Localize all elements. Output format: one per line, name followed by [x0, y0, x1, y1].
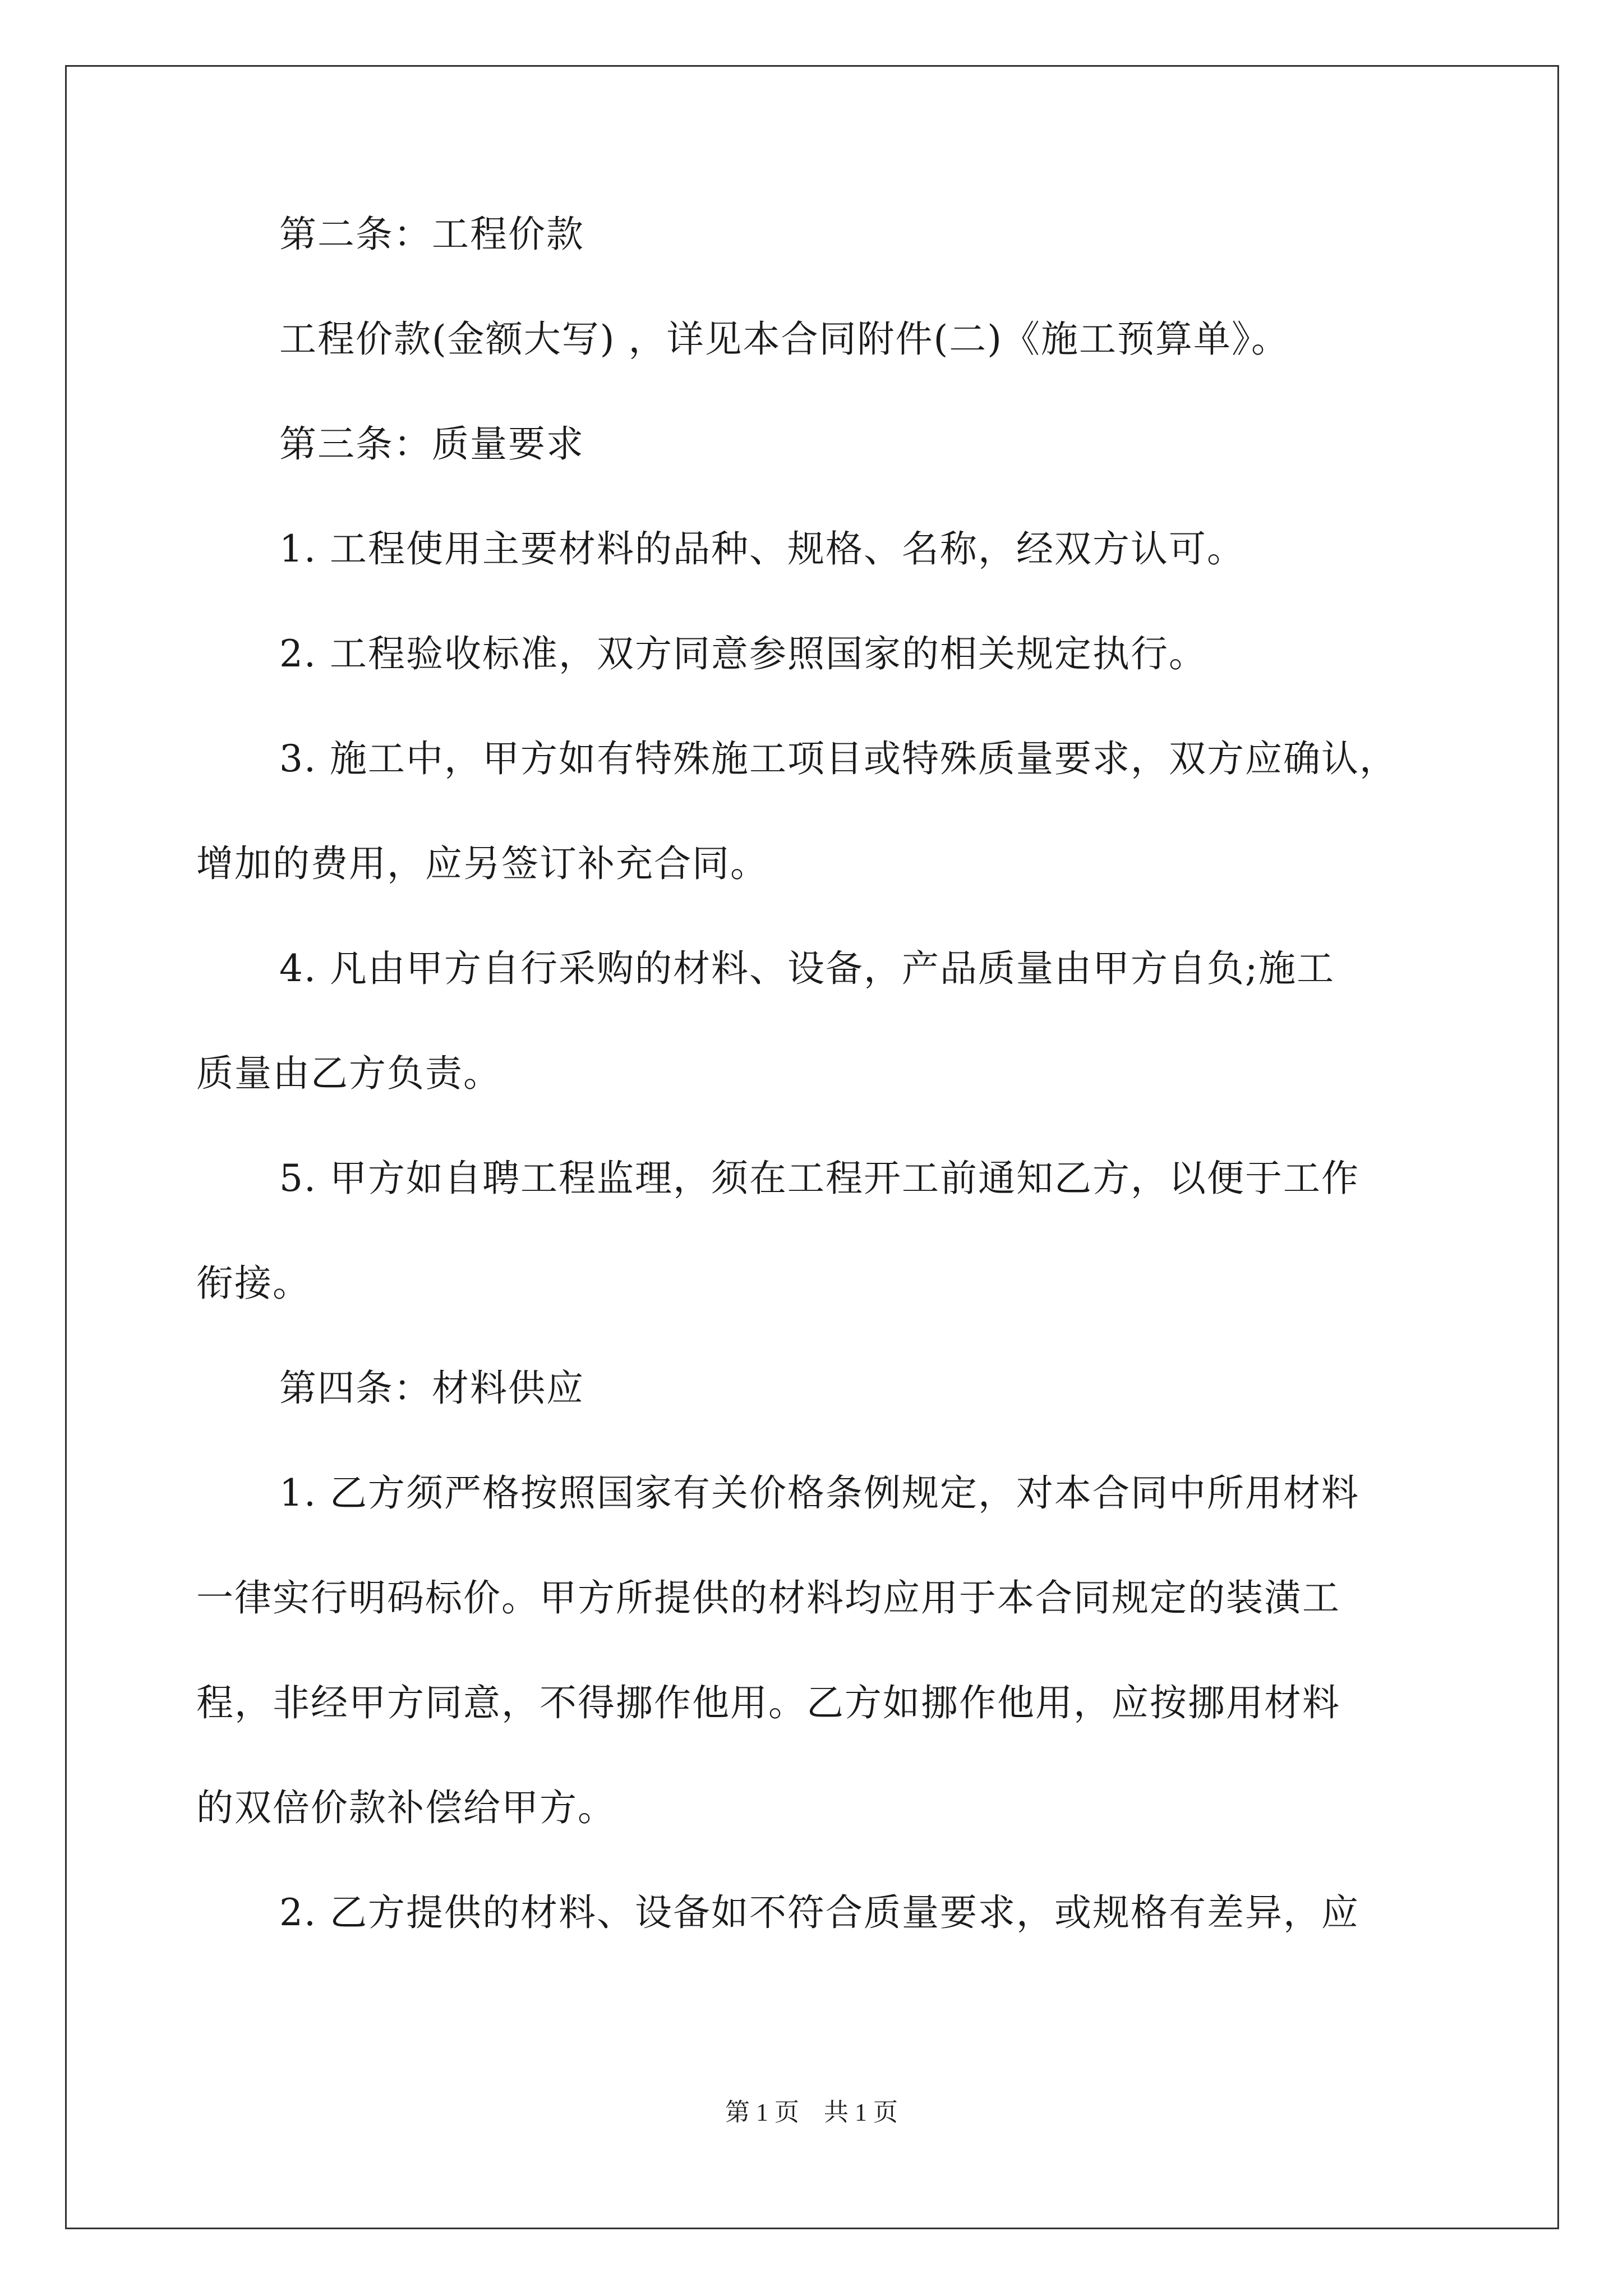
paragraph-line: 衔接。: [196, 1262, 311, 1305]
paragraph-line: 5. 甲方如自聘工程监理，须在工程开工前通知乙方，以便于工作: [279, 1157, 1359, 1200]
paragraph-line: 增加的费用，应另签订补充合同。: [196, 842, 768, 885]
paragraph-line: 1. 乙方须严格按照国家有关价格条例规定，对本合同中所用材料: [279, 1471, 1359, 1515]
paragraph-line: 一律实行明码标价。甲方所提供的材料均应用于本合同规定的装潢工: [196, 1576, 1340, 1619]
paragraph-line: 工程价款(金额大写) ，详见本合同附件(二)《施工预算单》。: [279, 318, 1289, 361]
paragraph-line: 质量由乙方负责。: [196, 1052, 501, 1095]
paragraph-line: 第四条：材料供应: [279, 1366, 584, 1410]
page-footer: 第 1 页 共 1 页: [725, 2099, 898, 2126]
paragraph-line: 第三条：质量要求: [279, 422, 584, 466]
paragraph-line: 第二条：工程价款: [279, 213, 584, 256]
paragraph-line: 2. 工程验收标准，双方同意参照国家的相关规定执行。: [279, 632, 1207, 675]
paragraph-line: 2. 乙方提供的材料、设备如不符合质量要求，或规格有差异，应: [279, 1891, 1359, 1934]
paragraph-line: 3. 施工中，甲方如有特殊施工项目或特殊质量要求，双方应确认，: [279, 737, 1398, 780]
paragraph-line: 程，非经甲方同意，不得挪作他用。乙方如挪作他用，应按挪用材料: [196, 1681, 1340, 1724]
paragraph-line: 的双倍价款补偿给甲方。: [196, 1786, 616, 1829]
paragraph-line: 4. 凡由甲方自行采购的材料、设备，产品质量由甲方自负;施工: [279, 947, 1335, 990]
paragraph-line: 1. 工程使用主要材料的品种、规格、名称，经双方认可。: [279, 527, 1245, 570]
